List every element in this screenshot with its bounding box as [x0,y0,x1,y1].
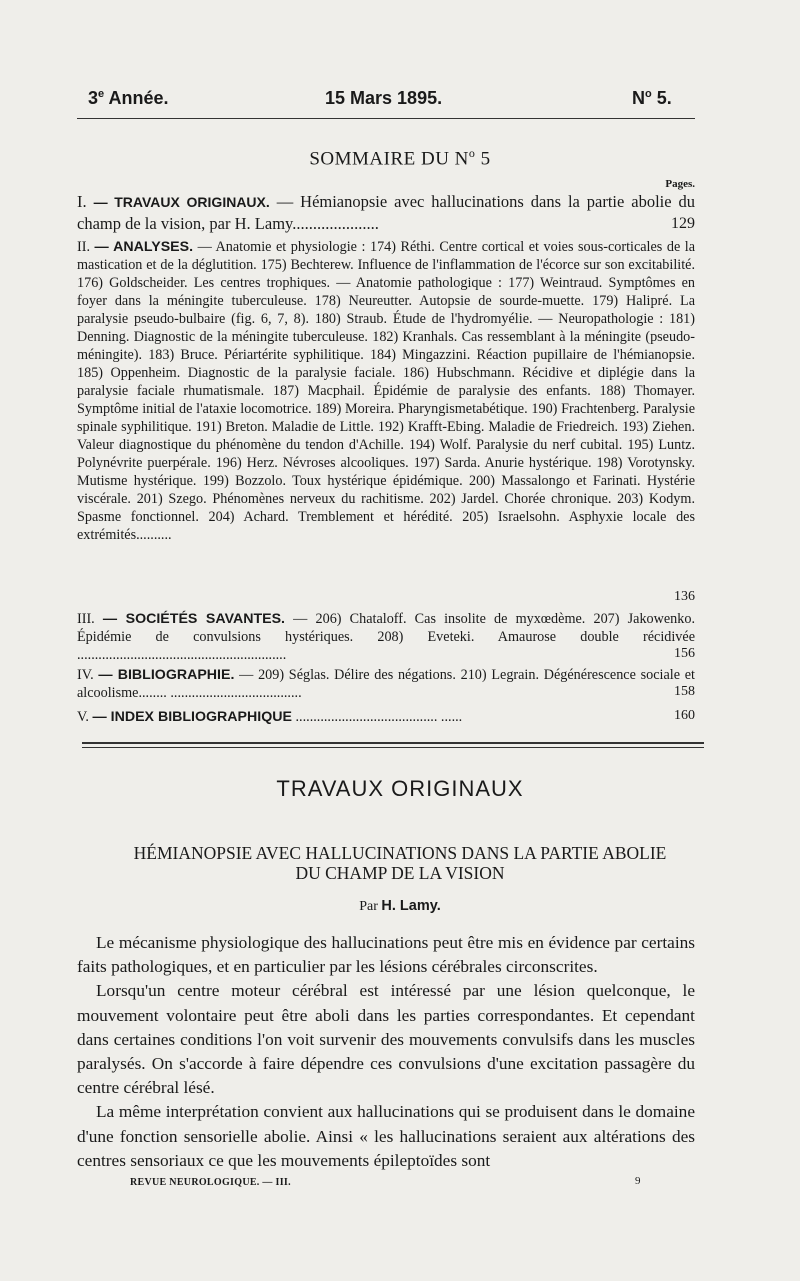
toc-page: 129 [671,215,695,232]
header-date: 15 Mars 1895. [325,88,443,108]
paragraph: La même interprétation convient aux hallucinations qui se produisent dans le domaine d'une fonction sensorielle abolie. Ainsi « les hallucinations seraient aux altérations des centres sensoriaux ce que les mouvements épileptoïdes sont [77,1102,695,1170]
header-issue: $N^o$ 5. [632,88,672,108]
article-title [0,843,800,883]
author: H. Lamy. [381,898,441,914]
toc-text: — Anatomie et physiologie : 174) Réthi. Centre cortical et voies sous-corticales de la mastication et de la déglutition. 175) Bechterew. Influence de l'inflammation de l'écorce sur son excitabilité. 176) Goldscheider. Les centres trophiques. — Anatomie pathologique : 177) Weintraud. Symptômes en foyer dans la méningite tuberculeuse. 178) Neureutter. Autopsie de sourde-muette. 179) Halipré. La paralysie pseudo-bulbaire (fig. 6, 7, 8). 180) Straub. Étude de l'hydromyélie. — Neuropathologie : 181) Denning. Diagnostic de la méningite tuberculeuse. 182) Kranhals. Cas ressemblant à la méningite (pseudo-méningite). 183) Bruce. Périartérite syphilitique. 184) Mingazzini. Réaction pupillaire de l'hémianopsie. 185) Oppenheim. Diagnostic de la paralysie faciale. 186) Hubschmann. Récidive et diplégie dans la paralysie faciale rhumatismale. 187) Macphail. Épidémie de paralysie des enfants. 188) Thomayer. Symptôme initial de l'ataxie locomotrice. 189) Moreira. Pharyngismetabétique. 190) Frachtenberg. Paralysie spinale syphilitique. 191) Breton. Maladie de Little. 192) Krafft-Ebing. Maladie de Friedreich. 193) Ziehen. Valeur diagnostique du phénomène du tendon d'Achille. 194) Wolf. Paralysie du nerf cubital. 195) Luntz. Polynévrite puerpérale. 196) Herz. Névroses alcooliques. 197) Sarda. Anurie hystérique. 198) Vorotynsky. Mutisme hystérique. 199) Bozzolo. Toux hystérique épidémique. 200) Massalongo et Farinati. Hystérie viscérale. 201) Szego. Phénomènes nerveux du rachitisme. 202) Jardel. Chorée chronique. 203) Kodym. Spasme fonctionnel. 204) Achard. Tremblement et hérédité. 205) Israelsohn. Asphyxie locale des extrémités.......... [77,239,696,543]
toc-page: 136 [674,589,695,604]
paragraph: Le mécanisme physiologique des hallucinations peut être mis en évidence par certains faits pathologiques, et en particulier par les lésions cérébrales circonscrites. [77,933,695,977]
toc-numeral: IV. [77,667,94,683]
toc-page: 156 [674,646,695,661]
toc-numeral: I. [77,192,87,211]
byline [0,898,800,915]
toc-section: — SOCIÉTÉS SAVANTES. [102,611,286,627]
toc-section: — INDEX BIBLIOGRAPHIQUE [92,709,292,725]
section-title: TRAVAUX ORIGINAUX [276,776,524,801]
footer-signature: 9 [635,1175,641,1187]
article-body [77,931,695,1173]
toc-text: ........................................ ...... [295,709,463,725]
header-rule [77,118,695,119]
toc-section: — BIBLIOGRAPHIE. [98,667,235,683]
byline-prefix: Par [359,899,378,914]
toc-text: — 209) Séglas. Délire des négations. 210) Legrain. Dégénérescence sociale et alcoolisme........ ..................................... [77,667,695,701]
pages-label: Pages. [665,178,695,190]
article-title-line: HÉMIANOPSIE AVEC HALLUCINATIONS DANS LA PARTIE ABOLIE [133,843,667,863]
toc-text: — 206) Chataloff. Cas insolite de myxœdème. 207) Jakowenko. Épidémie de convulsions hystériques. 208) Eveteki. Amaurose double récidivée ........................................................... [77,611,696,663]
sommaire-rule [82,742,704,744]
toc-numeral: V. [77,709,89,725]
toc-page: 158 [674,684,695,699]
toc-numeral: III. [77,611,95,627]
toc-entry-iii [77,610,695,664]
sommaire-rule-thin [82,747,704,748]
toc-entry-ii [77,238,695,544]
toc-entry-v [77,708,695,726]
toc-page: 160 [674,708,695,723]
toc-section: — ANALYSES. [94,239,194,255]
paragraph: Lorsqu'un centre moteur cérébral est intéressé par une lésion quelconque, le mouvement volontaire peut être aboli dans les parties correspondantes. Et cependant dans certaines conditions l'on voit survenir des mouvements convulsifs dans les muscles paralysés. On s'accorde à faire dépendre ces convulsions d'une excitation passagère du centre cérébral lésé. [77,981,695,1098]
footer-journal: REVUE NEUROLOGIQUE. — III. [130,1177,291,1188]
header-year: 3e Année. [88,88,169,108]
toc-text: — Hémianopsie avec hallucinations dans la partie abolie du champ de la vision, par H. Lamy..................... [77,192,696,233]
toc-section: — TRAVAUX ORIGINAUX. [93,194,270,210]
sommaire-title: SOMMAIRE DU $N^o$ 5 [309,146,491,170]
toc-numeral: II. [77,239,90,255]
toc-entry-i [77,191,695,235]
toc-entry-iv [77,666,695,702]
article-title-line: DU CHAMP DE LA VISION [295,863,505,883]
